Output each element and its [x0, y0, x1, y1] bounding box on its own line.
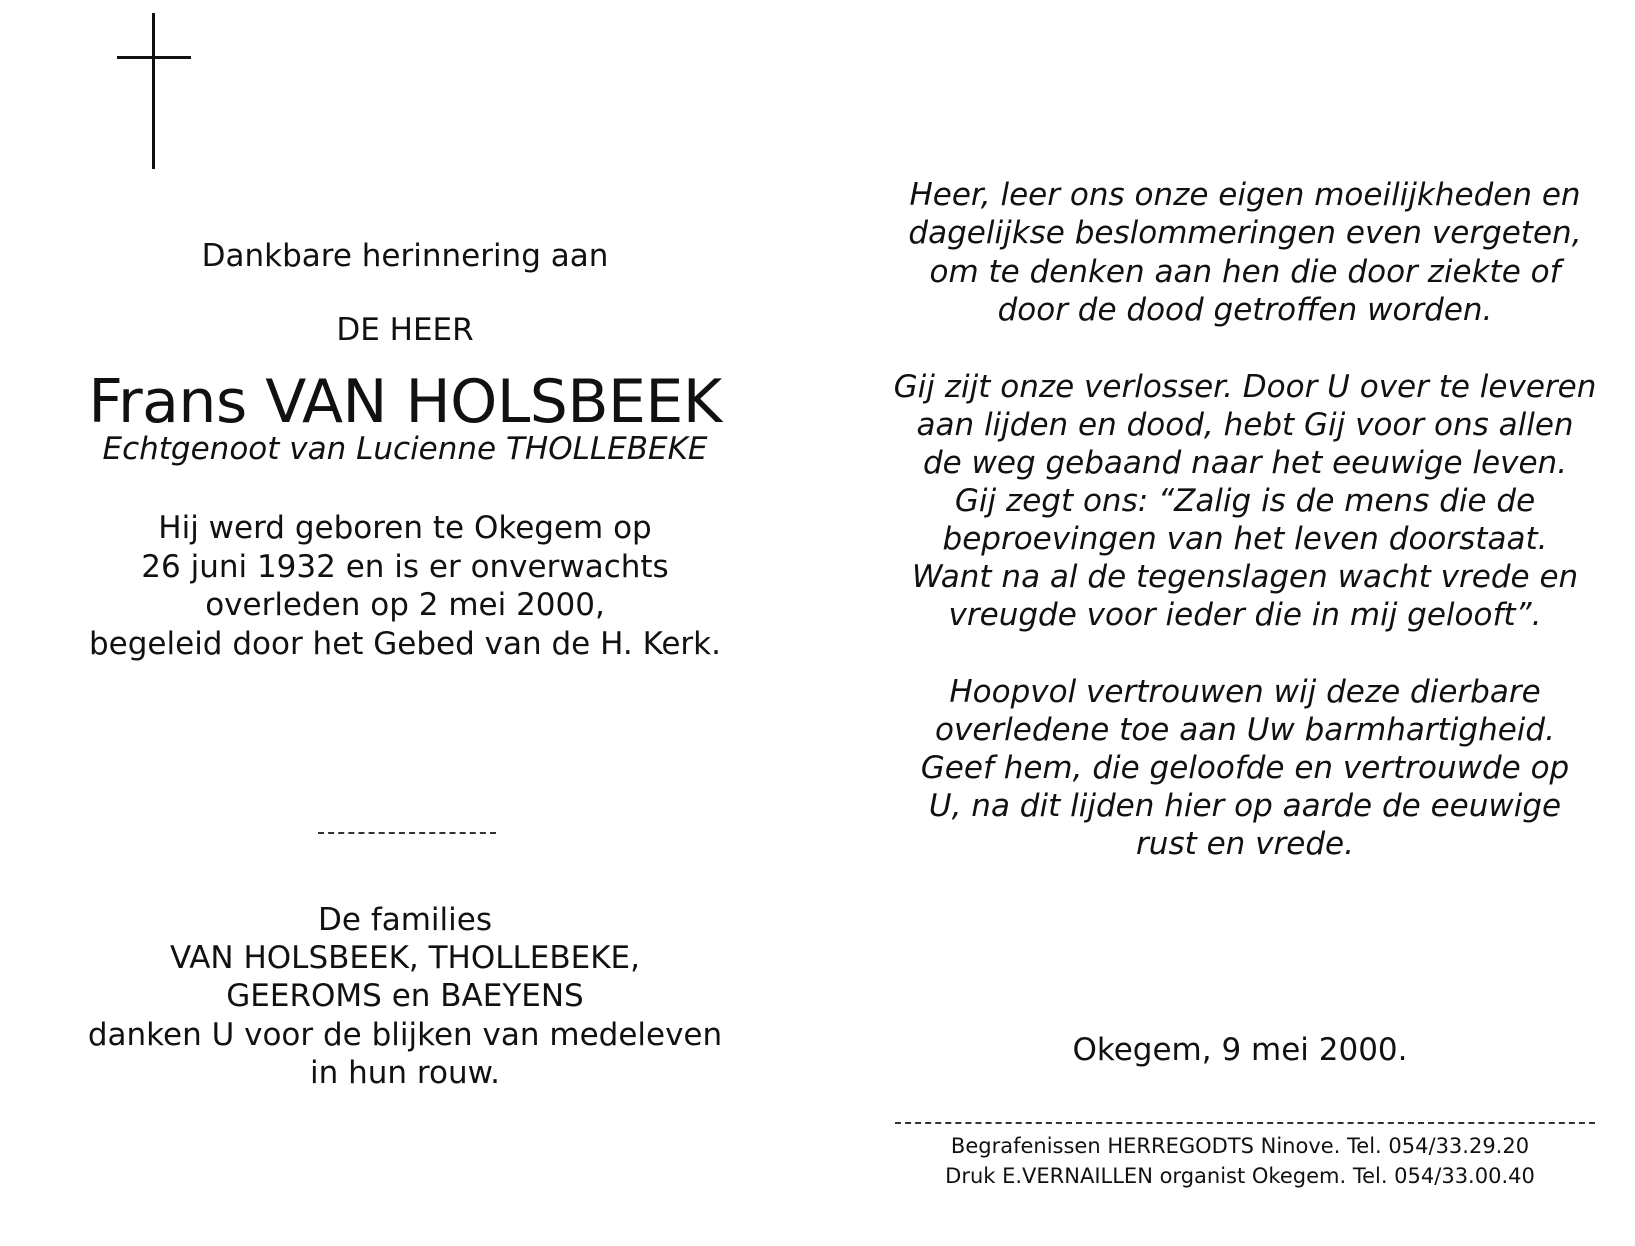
deceased-name: Frans VAN HOLSBEEK — [88, 367, 722, 437]
prayer-line: Gij zegt ons: “Zalig is de mens die de — [954, 483, 1536, 519]
prayer-line: beproevingen van het leven doorstaat. — [942, 521, 1548, 557]
footer-line: Druk E.VERNAILLEN organist Okegem. Tel. 054/33.00.40 — [945, 1164, 1535, 1188]
prayer-line: om te denken aan hen die door ziekte of — [929, 254, 1561, 290]
spouse-text: Echtgenoot van Lucienne THOLLEBEKE — [102, 431, 708, 467]
intro-text: Dankbare herinnering aan — [201, 238, 609, 274]
prayer-line: Hoopvol vertrouwen wij deze dierbare — [949, 674, 1541, 710]
cross-icon — [117, 13, 191, 169]
prayer-line: Geef hem, die geloofde en vertrouwde op — [920, 750, 1570, 786]
prayer-line: vreugde voor ieder die in mij gelooft”. — [948, 597, 1542, 633]
prayer-line: Heer, leer ons onze eigen moeilijkheden en — [909, 177, 1581, 213]
thanks-line: De families — [318, 902, 492, 938]
divider — [318, 832, 496, 834]
prayer-line: dagelijkse beslommeringen even vergeten, — [908, 215, 1582, 251]
prayer-line: Want na al de tegenslagen wacht vrede en — [911, 559, 1579, 595]
prayer-line: de weg gebaand naar het eeuwige leven. — [922, 445, 1568, 481]
thanks-line: danken U voor de blijken van medeleven — [87, 1017, 723, 1053]
prayer-line: aan lijden en dood, hebt Gij voor ons allen — [916, 407, 1574, 443]
bio-line: 26 juni 1932 en is er onverwachts — [141, 549, 669, 585]
bio-line: Hij werd geboren te Okegem op — [158, 510, 652, 546]
prayer-line: door de dood getroffen worden. — [997, 292, 1493, 328]
prayer-line: U, na dit lijden hier op aarde de eeuwige — [928, 788, 1562, 824]
footer-line: Begrafenissen HERREGODTS Ninove. Tel. 054/33.29.20 — [950, 1134, 1530, 1158]
bio-line: overleden op 2 mei 2000, — [205, 587, 605, 623]
thanks-line: GEEROMS en BAEYENS — [226, 978, 584, 1014]
footer-divider — [895, 1122, 1595, 1124]
prayer-line: Gij zijt onze verlosser. Door U over te leveren — [893, 369, 1597, 405]
title-text: DE HEER — [336, 312, 474, 348]
place-date: Okegem, 9 mei 2000. — [1072, 1032, 1408, 1068]
thanks-line: VAN HOLSBEEK, THOLLEBEKE, — [169, 940, 641, 976]
bio-line: begeleid door het Gebed van de H. Kerk. — [89, 626, 721, 662]
prayer-line: overledene toe aan Uw barmhartigheid. — [935, 712, 1555, 748]
prayer-line: rust en vrede. — [1136, 826, 1354, 862]
thanks-line: in hun rouw. — [310, 1055, 500, 1091]
